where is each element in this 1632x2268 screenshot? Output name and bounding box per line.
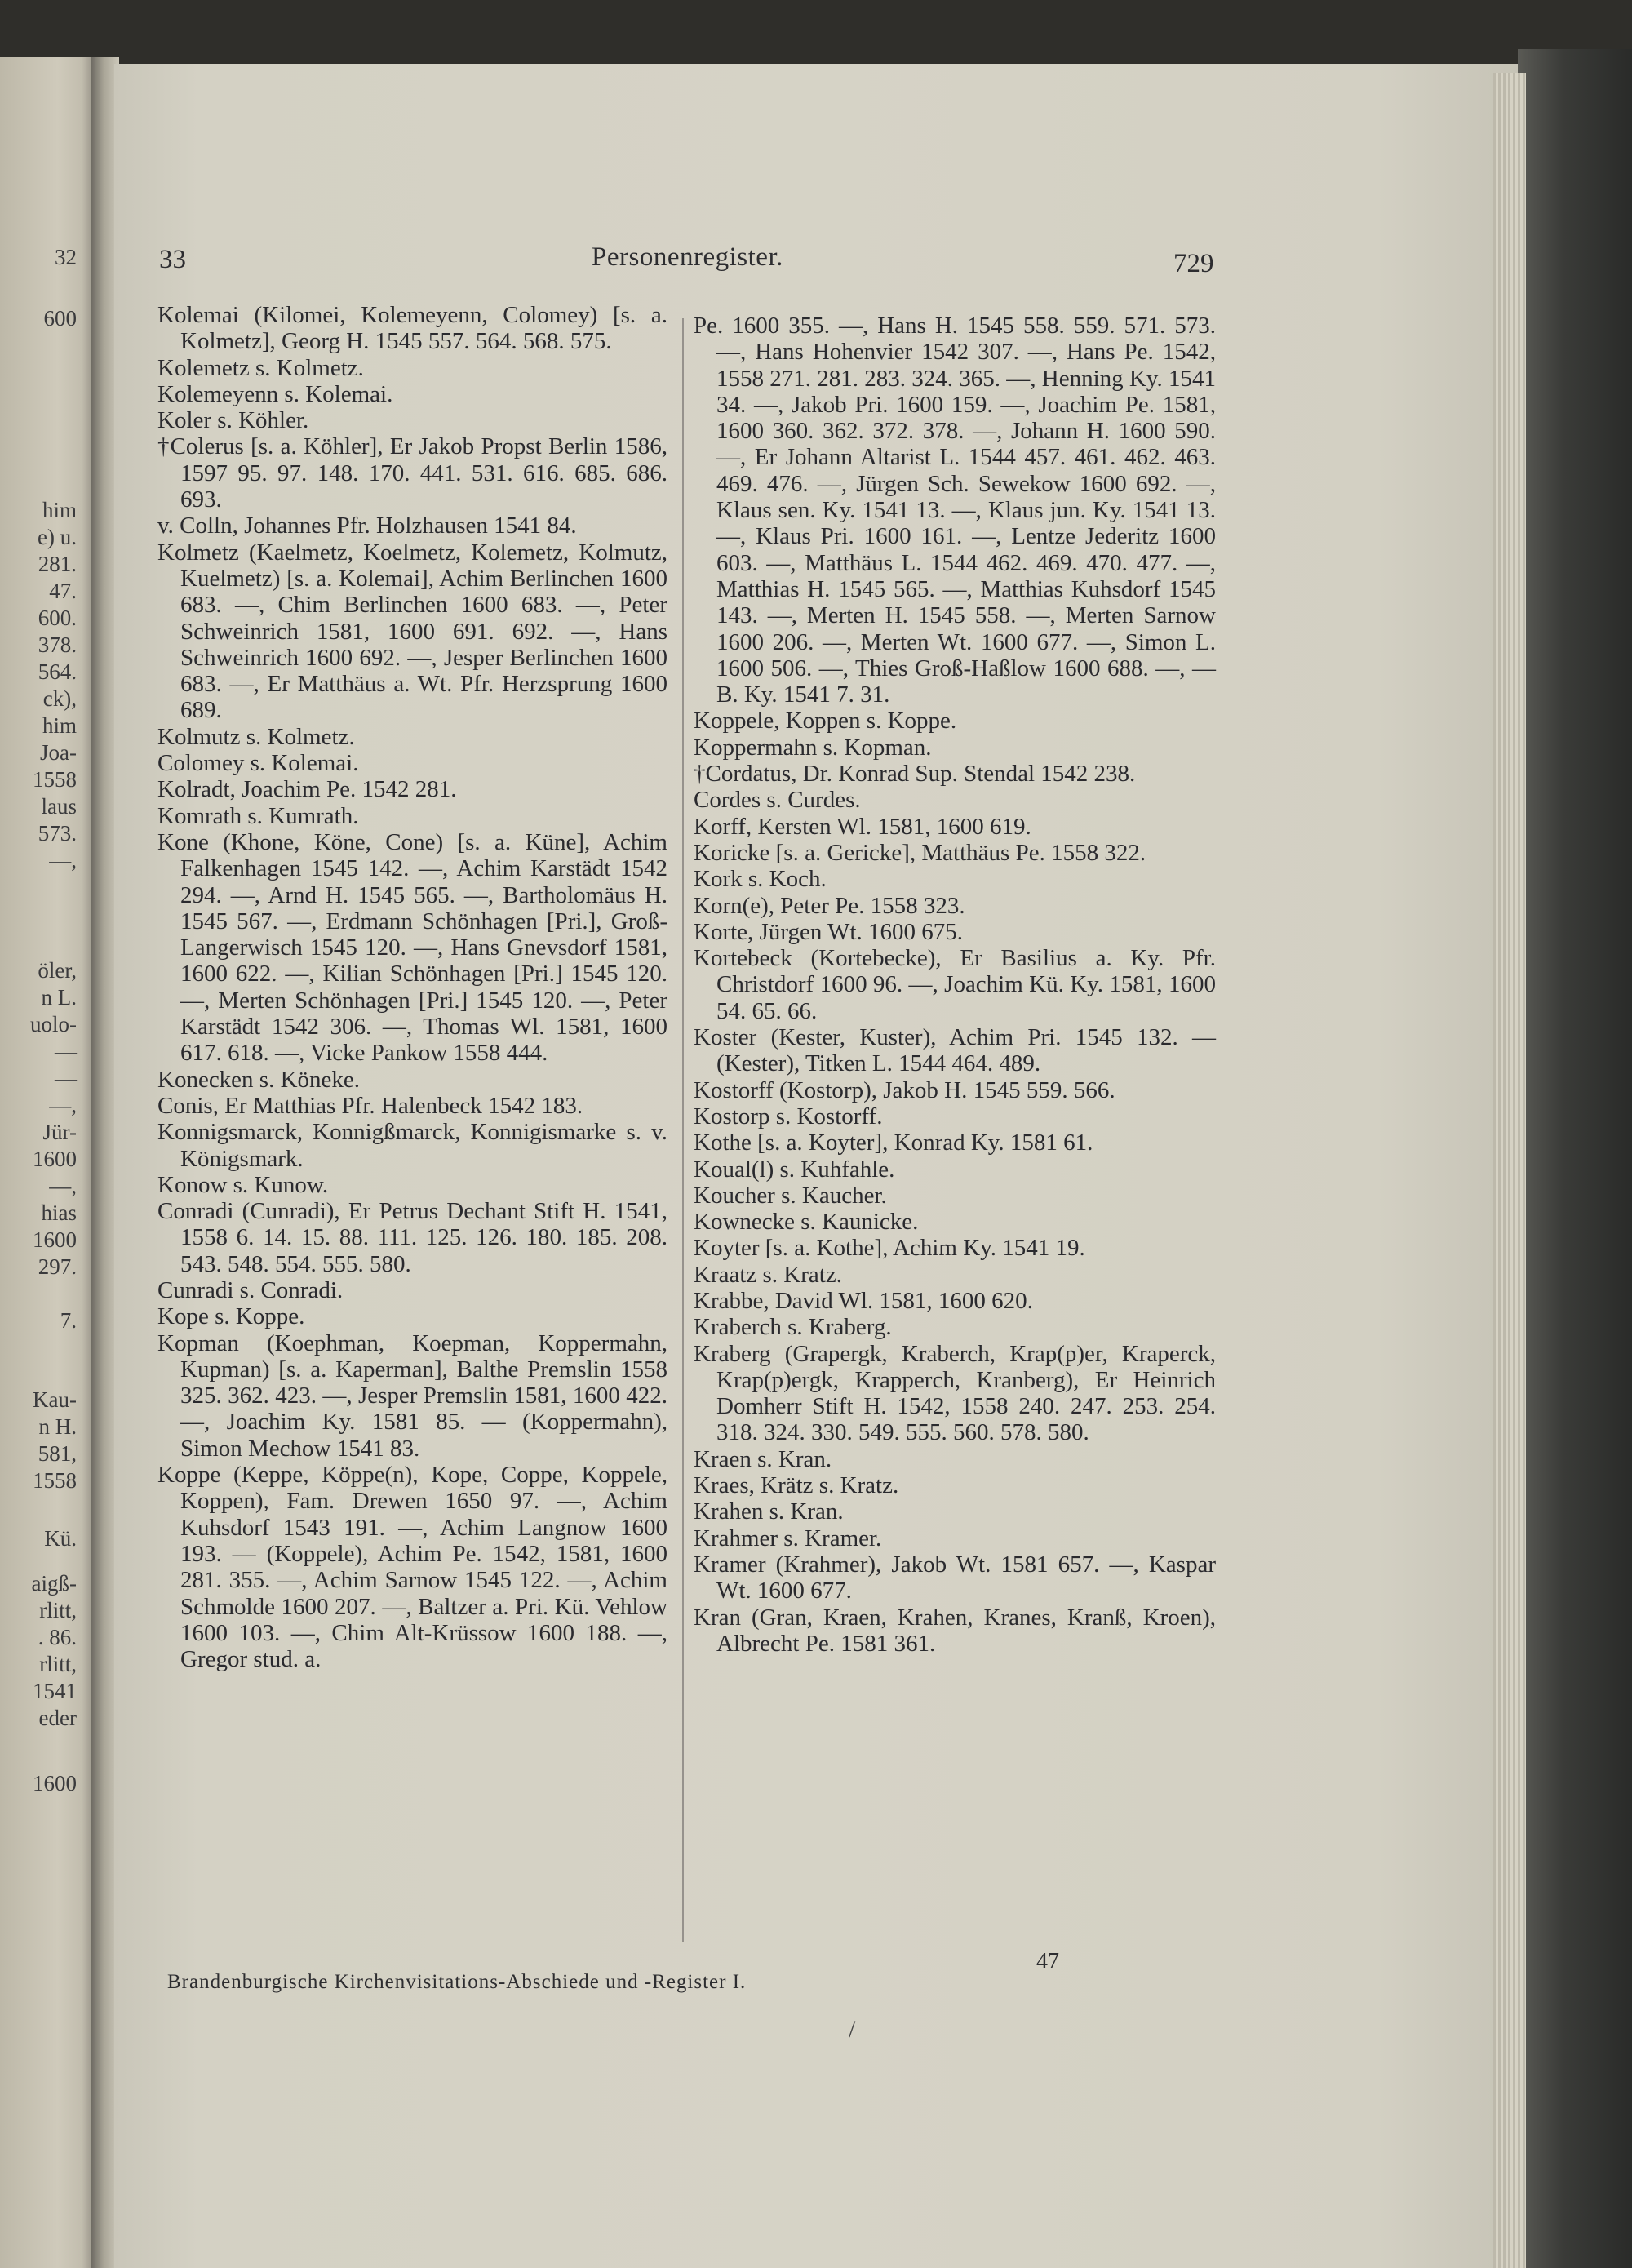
previous-page-fragment: 1600 — [33, 1227, 77, 1252]
previous-page-fragment: ck), — [42, 686, 77, 711]
index-entry: Konow s. Kunow. — [157, 1171, 329, 1198]
index-entry: Koricke [s. a. Gericke], Matthäus Pe. 1558 322. — [694, 839, 1146, 866]
index-entry: Kope s. Koppe. — [157, 1303, 305, 1330]
previous-page-fragment: — — [55, 1066, 77, 1090]
previous-page-fragment: hias — [41, 1201, 77, 1225]
previous-page-fragment: 7. — [60, 1308, 77, 1333]
index-entry: Kortebeck (Kortebecke), Er Basilius a. Ky. Pfr. Christdorf 1600 96. —, Joachim Kü. Ky. 1581, 1600 54. 65. 66. — [694, 945, 1216, 1024]
index-entry: Koster (Kester, Kuster), Achim Pri. 1545 132. — (Kester), Titken L. 1544 464. 489. — [694, 1024, 1216, 1077]
index-entry: †Cordatus, Dr. Konrad Sup. Stendal 1542 238. — [694, 761, 1136, 788]
previous-page-fragment: eder — [38, 1706, 77, 1730]
index-entry: Kraes, Krätz s. Kratz. — [694, 1472, 899, 1499]
index-column-right — [694, 313, 1216, 1657]
previous-page-fragment: 1600 — [33, 1147, 77, 1171]
index-entry: Koler s. Köhler. — [157, 407, 309, 434]
index-entry: Kolemai (Kilomei, Kolemeyenn, Colomey) [s. a. Kolmetz], Georg H. 1545 557. 564. 568. 575. — [157, 302, 667, 355]
top-cover-strip — [0, 0, 1632, 64]
index-entry: Korff, Kersten Wl. 1581, 1600 619. — [694, 813, 1031, 840]
previous-page-fragment: aigß- — [31, 1571, 77, 1596]
index-entry: Kramer (Krahmer), Jakob Wt. 1581 657. —, Kaspar Wt. 1600 677. — [694, 1551, 1216, 1604]
index-entry: Kostorp s. Kostorff. — [694, 1103, 883, 1130]
index-entry: Kothe [s. a. Koyter], Konrad Ky. 1581 61. — [694, 1130, 1093, 1156]
index-entry: Kolemeyenn s. Kolemai. — [157, 380, 393, 407]
previous-page-fragment: 32 — [55, 245, 77, 269]
previous-page-fragment: him — [42, 713, 77, 738]
page-number: 729 — [1173, 249, 1214, 278]
previous-page-fragment: n L. — [41, 985, 77, 1010]
index-entry: Komrath s. Kumrath. — [157, 802, 359, 829]
footer-imprint: Brandenburgische Kirchenvisitations-Abschiede und -Register I. — [167, 1971, 747, 1993]
index-entry: Cordes s. Curdes. — [694, 787, 861, 814]
previous-page-fragment: . 86. — [38, 1625, 77, 1649]
index-entry: Koppermahn s. Kopman. — [694, 734, 932, 761]
previous-page-fragment: n H. — [38, 1414, 77, 1439]
index-entry: Koppele, Koppen s. Koppe. — [694, 708, 957, 735]
left-page-number-marker: 33 — [159, 245, 186, 274]
stray-mark: / — [849, 2016, 856, 2043]
previous-page-fragment: laus — [41, 794, 77, 819]
previous-page-fragment: 47. — [49, 579, 77, 603]
index-entry: Kran (Gran, Kraen, Krahen, Kranes, Kranß, Kroen), Albrecht Pe. 1581 361. — [694, 1604, 1216, 1657]
previous-page-fragment: 600. — [38, 606, 77, 630]
index-entry: Conis, Er Matthias Pfr. Halenbeck 1542 183. — [157, 1092, 583, 1119]
previous-page-fragment: 1600 — [33, 1771, 77, 1795]
column-divider — [682, 318, 684, 1942]
previous-page-fragment: —, — [49, 1093, 77, 1117]
index-entry: Korn(e), Peter Pe. 1558 323. — [694, 892, 965, 919]
previous-page-fragment: 1558 — [33, 1468, 77, 1493]
index-entry: Kolmutz s. Kolmetz. — [157, 723, 355, 750]
previous-page-fragment: —, — [49, 848, 77, 872]
page-edges — [1493, 73, 1526, 2268]
index-entry: Kolradt, Joachim Pe. 1542 281. — [157, 776, 457, 803]
index-entry: Krabbe, David Wl. 1581, 1600 620. — [694, 1287, 1033, 1314]
book-cover-right-edge — [1518, 49, 1632, 2268]
previous-page-text — [0, 0, 91, 2268]
index-entry: Kolemetz s. Kolmetz. — [157, 354, 364, 381]
previous-page-fragment: Kau- — [33, 1387, 77, 1412]
index-entry: Koual(l) s. Kuhfahle. — [694, 1156, 895, 1183]
index-entry: Kraen s. Kran. — [694, 1445, 832, 1472]
previous-page-fragment: 600 — [43, 306, 77, 331]
index-entry: Kraberg (Grapergk, Kraberch, Krap(p)er, Kraperck, Krap(p)ergk, Krapperch, Kranberg), Er Heinrich Domherr Stift H. 1542, 1558 240. 247. 253. 254. 318. 324. 330. 549. 555. 560. 578. 580. — [694, 1340, 1216, 1446]
previous-page-fragment: him — [42, 498, 77, 522]
index-entry: Koppe (Keppe, Köppe(n), Kope, Coppe, Koppele, Koppen), Fam. Drewen 1650 97. —, Achim Kuhsdorf 1543 191. —, Achim Langnow 1600 193. — (Koppele), Achim Pe. 1542, 1581, 1600 281. 355. —, Achim Sarnow 1545 122. —, Achim Schmolde 1600 207. —, Baltzer a. Pri. Kü. Vehlow 1600 103. —, Chim Alt-Krüssow 1600 188. —, Gregor stud. a. — [157, 1462, 667, 1673]
index-entry: Konecken s. Köneke. — [157, 1066, 361, 1093]
previous-page-fragment: e) u. — [38, 525, 77, 549]
index-entry: Cunradi s. Conradi. — [157, 1276, 344, 1303]
index-entry: Krahen s. Kran. — [694, 1498, 844, 1525]
index-entry: Krahmer s. Kramer. — [694, 1525, 882, 1551]
previous-page-fragment: 581, — [38, 1441, 77, 1466]
index-entry: Kolmetz (Kaelmetz, Koelmetz, Kolemetz, Kolmutz, Kuelmetz) [s. a. Kolemai], Achim Berlinchen 1600 683. —, Chim Berlinchen 1600 683. —, Peter Schweinrich 1581, 1600 691. 692. —, Hans Schweinrich 1600 692. —, Jesper Berlinchen 1600 683. —, Er Matthäus a. Wt. Pfr. Herzsprung 1600 689. — [157, 539, 667, 724]
previous-page-fragment: 573. — [38, 821, 77, 846]
previous-page-fragment: 1541 — [33, 1679, 77, 1703]
index-entry: †Colerus [s. a. Köhler], Er Jakob Propst Berlin 1586, 1597 95. 97. 148. 170. 441. 531. 616. 685. 686. 693. — [157, 433, 667, 513]
previous-page-fragment: 378. — [38, 632, 77, 657]
previous-page-fragment: 297. — [38, 1254, 77, 1279]
index-entry: Kone (Khone, Köne, Cone) [s. a. Küne], Achim Falkenhagen 1545 142. —, Achim Karstädt 1542 294. —, Arnd H. 1545 565. —, Bartholomäus H. 1545 567. —, Erdmann Schönhagen [Pri.], Groß-Langerwisch 1545 120. —, Hans Gnevsdorf 1581, 1600 622. —, Kilian Schönhagen [Pri.] 1545 120. —, Merten Schönhagen [Pri.] 1545 120. —, Peter Karstädt 1542 306. —, Thomas Wl. 1581, 1600 617. 618. —, Vicke Pankow 1558 444. — [157, 828, 667, 1067]
index-entry: Koucher s. Kaucher. — [694, 1182, 887, 1209]
index-column-left — [157, 302, 667, 1672]
index-entry: Konnigsmarck, Konnigßmarck, Konnigismarke s. v. Königsmark. — [157, 1119, 667, 1172]
index-entry: Koyter [s. a. Kothe], Achim Ky. 1541 19. — [694, 1235, 1085, 1262]
index-entry: Pe. 1600 355. —, Hans H. 1545 558. 559. 571. 573. —, Hans Hohenvier 1542 307. —, Hans Pe. 1542, 1558 271. 281. 283. 324. 365. —, Henning Ky. 1541 34. —, Jakob Pri. 1600 159. —, Joachim Pe. 1581, 1600 360. 362. 372. 378. —, Johann H. 1600 590. —, Er Johann Altarist L. 1544 457. 461. 462. 463. 469. 476. —, Jürgen Sch. Sewekow 1600 692. —, Klaus sen. Ky. 1541 13. —, Klaus jun. Ky. 1541 13. —, Klaus Pri. 1600 161. —, Lentze Jederitz 1600 603. —, Matthäus L. 1544 462. 469. 470. 477. —, Matthias H. 1545 565. —, Matthias Kuhsdorf 1545 143. —, Merten H. 1545 558. —, Merten Sarnow 1600 206. —, Merten Wt. 1600 677. —, Simon L. 1600 506. —, Thies Groß-Haßlow 1600 688. —, — B. Ky. 1541 7. 31. — [694, 313, 1216, 708]
previous-page-fragment: uolo- — [30, 1012, 77, 1036]
index-entry: Kraatz s. Kratz. — [694, 1261, 842, 1288]
previous-page-fragment: 564. — [38, 659, 77, 684]
previous-page-fragment: 281. — [38, 552, 77, 576]
index-entry: Kork s. Koch. — [694, 866, 827, 893]
previous-page-fragment: Jür- — [42, 1120, 77, 1144]
previous-page-fragment: öler, — [38, 958, 77, 983]
previous-page-fragment: —, — [49, 1174, 77, 1198]
previous-page-fragment: Joa- — [40, 740, 77, 765]
signature-mark: 47 — [1036, 1949, 1059, 1974]
previous-page-fragment: rlitt, — [39, 1598, 77, 1622]
index-entry: Conradi (Cunradi), Er Petrus Dechant Stift H. 1541, 1558 6. 14. 15. 88. 111. 125. 126. 180. 185. 208. 543. 548. 554. 555. 580. — [157, 1198, 667, 1277]
index-entry: Kostorff (Kostorp), Jakob H. 1545 559. 566. — [694, 1076, 1115, 1103]
previous-page-fragment: Kü. — [44, 1526, 77, 1551]
index-entry: Korte, Jürgen Wt. 1600 675. — [694, 918, 963, 945]
index-entry: Colomey s. Kolemai. — [157, 750, 359, 777]
index-entry: Kopman (Koephman, Koepman, Koppermahn, Kupman) [s. a. Kaperman], Balthe Premslin 1558 325. 362. 423. —, Jesper Premslin 1581, 1600 422. —, Joachim Ky. 1581 85. — (Koppermahn), Simon Mechow 1541 83. — [157, 1329, 667, 1462]
index-entry: Kownecke s. Kaunicke. — [694, 1209, 919, 1236]
previous-page-fragment: 1558 — [33, 767, 77, 792]
index-entry: Kraberch s. Kraberg. — [694, 1314, 892, 1341]
previous-page-fragment: — — [55, 1039, 77, 1063]
running-title: Personenregister. — [592, 242, 783, 272]
previous-page-fragment: rlitt, — [39, 1652, 77, 1676]
index-entry: v. Colln, Johannes Pfr. Holzhausen 1541 84. — [157, 513, 577, 539]
